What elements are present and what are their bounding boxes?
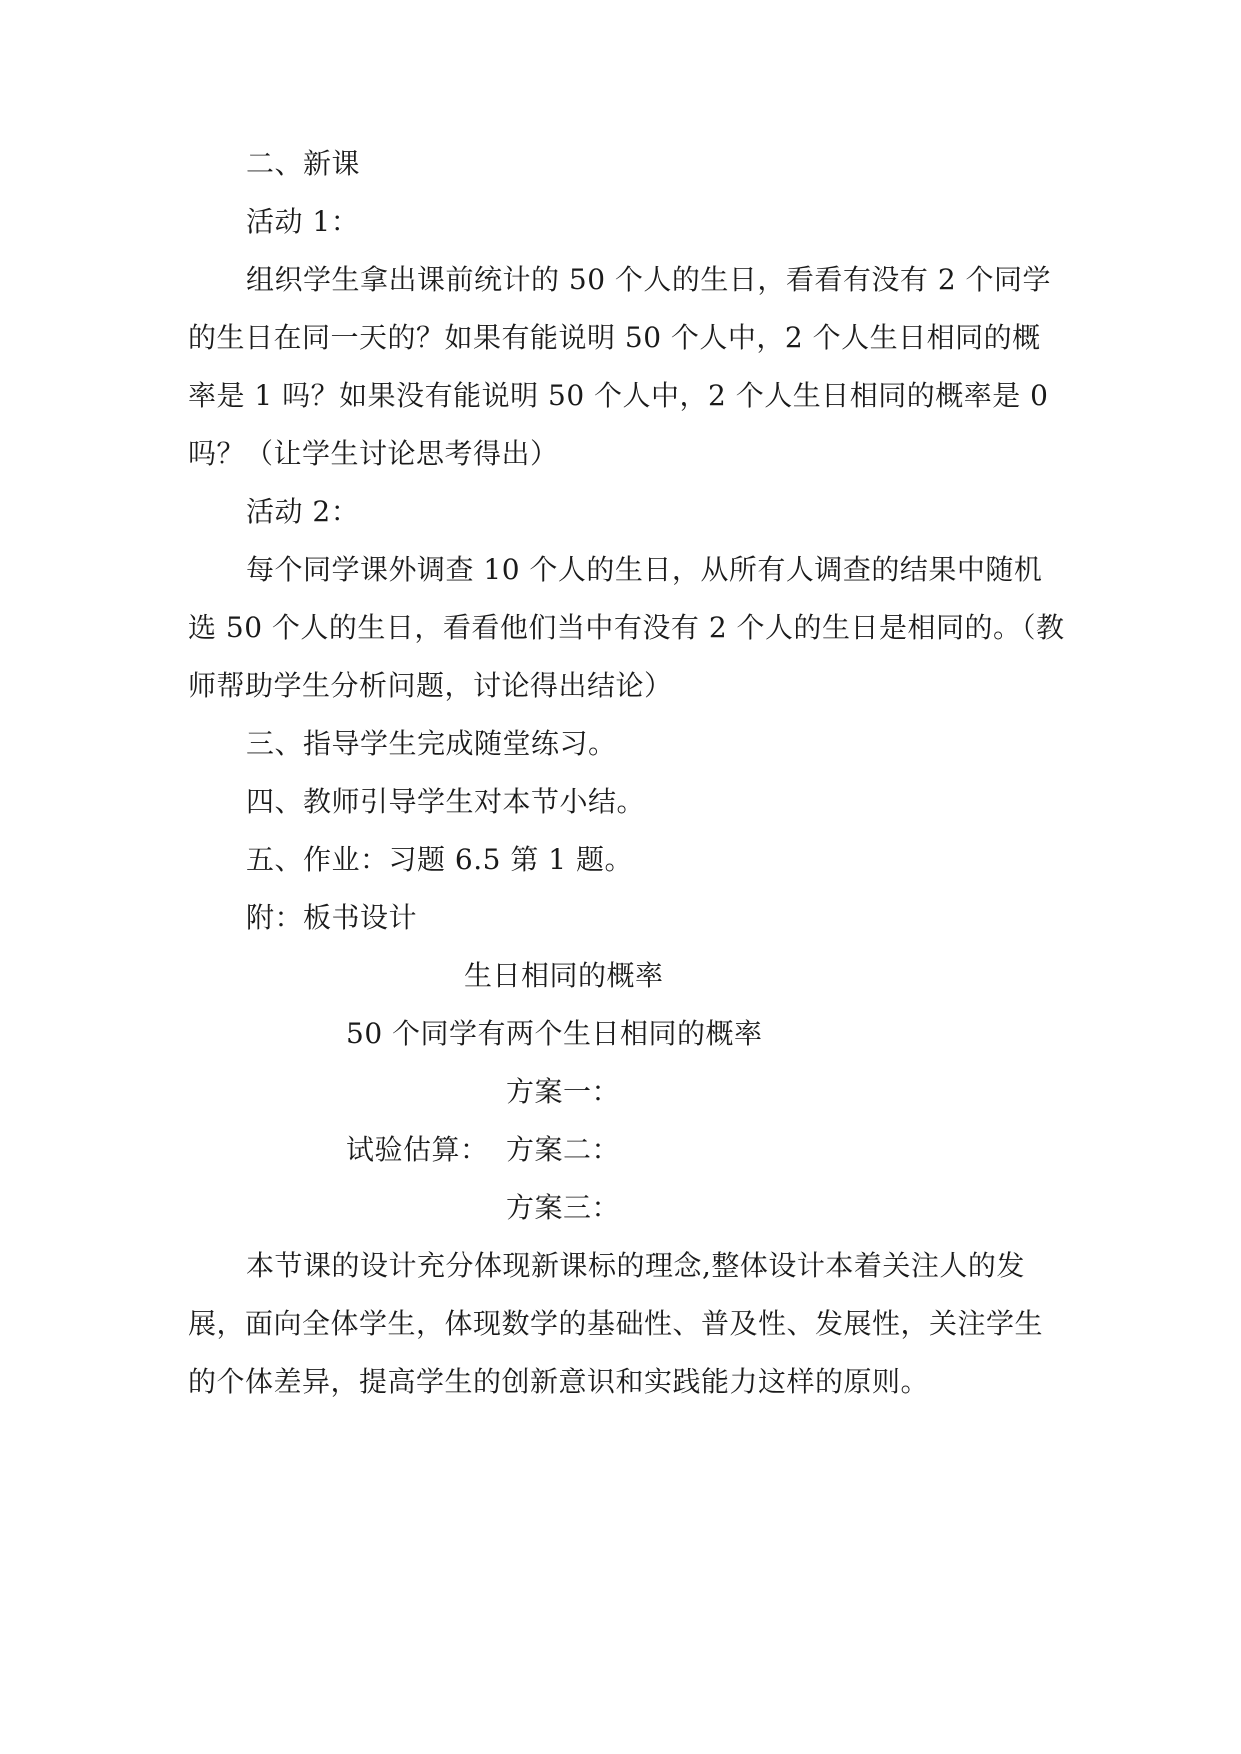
activity1-line-3: 率是 1 吗？如果没有能说明 50 个人中，2 个人生日相同的概率是 0 [188,379,1049,412]
conclusion-line-2: 展，面向全体学生，体现数学的基础性、普及性、发展性，关注学生 [188,1307,1044,1340]
section-heading-homework: 五、作业：习题 6.5 第 1 题。 [246,843,633,876]
board-plan-1: 方案一： [506,1075,621,1108]
section-heading-new-lesson: 二、新课 [246,147,361,180]
activity1-line-2: 的生日在同一天的？如果有能说明 50 个人中，2 个人生日相同的概 [188,321,1041,354]
board-estimate-label: 试验估算： [346,1133,489,1166]
board-plan-3: 方案三： [506,1191,621,1224]
activity2-heading: 活动 2： [246,495,360,528]
activity1-line-4: 吗？（让学生讨论思考得出） [188,437,559,470]
board-subtitle: 50 个同学有两个生日相同的概率 [346,1017,763,1050]
activity1-line-1: 组织学生拿出课前统计的 50 个人的生日，看看有没有 2 个同学 [246,263,1052,296]
appendix-heading: 附：板书设计 [246,901,418,934]
section-heading-summary: 四、教师引导学生对本节小结。 [246,785,646,818]
activity2-line-3: 师帮助学生分析问题，讨论得出结论） [188,669,673,702]
activity1-heading: 活动 1： [246,205,360,238]
activity2-line-2: 选 50 个人的生日，看看他们当中有没有 2 个人的生日是相同的。（教 [188,611,1065,644]
board-plan-2: 方案二： [506,1133,621,1166]
activity2-line-1: 每个同学课外调查 10 个人的生日，从所有人调查的结果中随机 [246,553,1043,586]
conclusion-line-1: 本节课的设计充分体现新课标的理念,整体设计本着关注人的发 [246,1249,1025,1282]
board-title: 生日相同的概率 [464,959,664,992]
section-heading-practice: 三、指导学生完成随堂练习。 [246,727,617,760]
conclusion-line-3: 的个体差异，提高学生的创新意识和实践能力这样的原则。 [188,1365,930,1398]
